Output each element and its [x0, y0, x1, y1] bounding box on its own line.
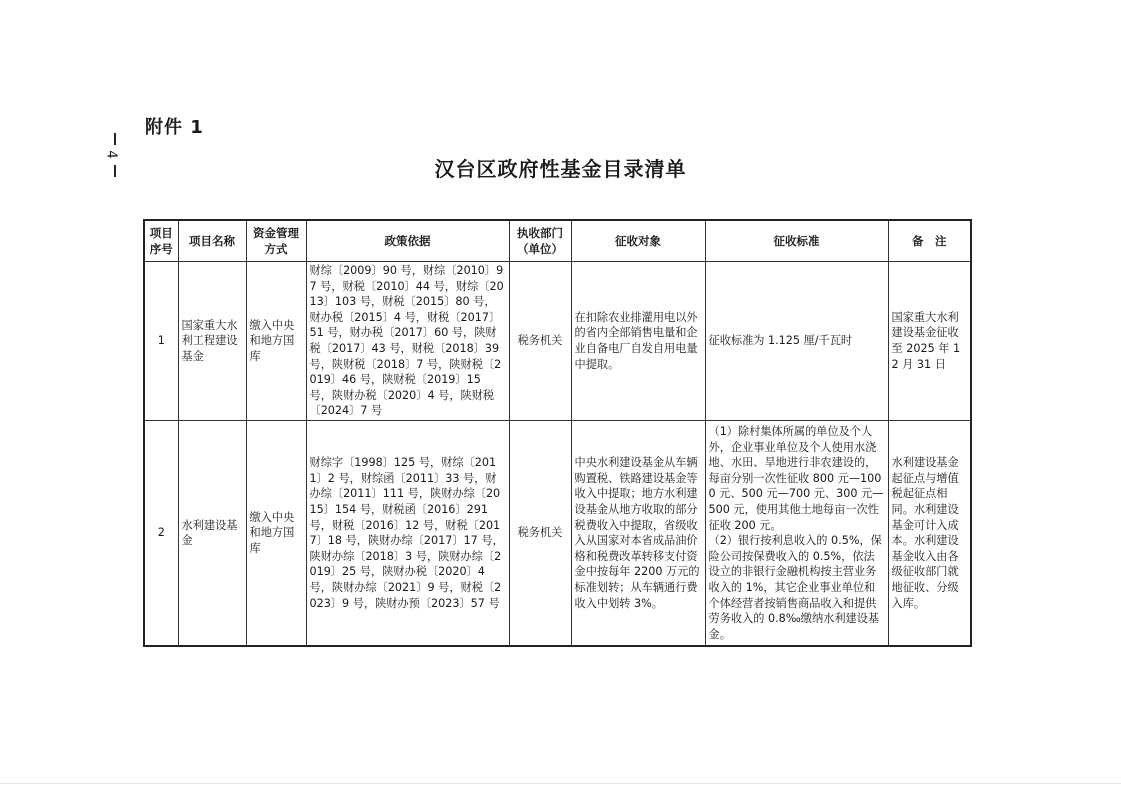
standard-item-1: （1）除村集体所属的单位及个人外，企业事业单位及个人使用水浇地、水田、旱地进行非农建设的，每亩分别一次性征收 800 元—1000 元、500 元—700 元、300 元—500 元，使用其他土地每亩一次性征收 200 元。: [708, 425, 884, 532]
cell-standard: [705, 420, 888, 646]
header-management: 资金管理方式: [246, 220, 306, 262]
document-title: 汉台区政府性基金目录清单: [434, 157, 687, 181]
table-row: [144, 420, 971, 646]
cell-no: 1: [144, 262, 178, 421]
cell-object: 中央水利建设基金从车辆购置税、铁路建设基金等收入中提取；地方水利建设基金从地方收取的部分税费收入中提取，省级收入从国家对本省成品油价格和税费改革转移支付资金中按每年 2200 万元的标准划转；从车辆通行费收入中划转 3%。: [571, 420, 705, 646]
cell-remark: 国家重大水利建设基金征收至 2025 年 12 月 31 日: [888, 262, 971, 421]
header-object: 征收对象: [571, 220, 705, 262]
attachment-label: 附件 1: [145, 117, 204, 138]
cell-management: 缴入中央和地方国库: [246, 262, 306, 421]
header-no: 项目序号: [144, 220, 178, 262]
cell-basis: 财综〔2009〕90 号，财综〔2010〕97 号，财税〔2010〕44 号，财综〔2013〕103 号，财税〔2015〕80 号，财办税〔2015〕4 号，财税〔2017〕51 号，财办税〔2017〕60 号，陕财税〔2017〕43 号，财税〔2018〕39 号，陕财税〔2018〕7 号，陕财税〔2019〕46 号，陕财税〔2019〕15 号，陕财办税〔2020〕4 号，陕财税〔2024〕7 号: [306, 262, 509, 421]
cell-management: 缴入中央和地方国库: [246, 420, 306, 646]
standard-item-2: （2）银行按利息收入的 0.5%，保险公司按保费收入的 0.5%，依法设立的非银行金融机构按主营业务收入的 1%，其它企业事业单位和个体经营者按销售商品收入和提供劳务收入的 0.8‰缴纳水利建设基金。: [708, 534, 882, 641]
page-mark-bar-top: [114, 133, 116, 145]
cell-basis: 财综字〔1998〕125 号，财综〔2011〕2 号，财综函〔2011〕33 号，财办综〔2011〕111 号，陕财办综〔2015〕154 号，财税函〔2016〕291 号，财税〔2016〕12 号，财税〔2017〕18 号，陕财办综〔2017〕17 号，陕财办综〔2018〕3 号，陕财办综〔2019〕25 号，陕财办税〔2020〕4 号，陕财办综〔2021〕9 号，财税〔2023〕9 号，陕财办预〔2023〕57 号: [306, 420, 509, 646]
cell-object: 在扣除农业排灌用电以外的省内全部销售电量和企业自备电厂自发自用电量中提取。: [571, 262, 705, 421]
fund-catalog-table: [143, 219, 972, 647]
header-dept: 执收部门（单位）: [509, 220, 571, 262]
header-remark: 备 注: [888, 220, 971, 262]
header-standard: 征收标准: [705, 220, 888, 262]
cell-no: 2: [144, 420, 178, 646]
table-header-row: [144, 220, 971, 262]
cell-dept: 税务机关: [509, 420, 571, 646]
table-row: [144, 262, 971, 421]
header-name: 项目名称: [178, 220, 246, 262]
cell-dept: 税务机关: [509, 262, 571, 421]
header-basis: 政策依据: [306, 220, 509, 262]
cell-name: 国家重大水利工程建设基金: [178, 262, 246, 421]
cell-name: 水利建设基金: [178, 420, 246, 646]
cell-remark: 水利建设基金起征点与增值税起征点相同。水利建设基金可计入成本。水利建设基金收入由各级征收部门就地征收、分级入库。: [888, 420, 971, 646]
page-number: 4: [103, 150, 119, 159]
cell-standard: 征收标准为 1.125 厘/千瓦时: [705, 262, 888, 421]
scan-edge-line: [0, 783, 1121, 784]
